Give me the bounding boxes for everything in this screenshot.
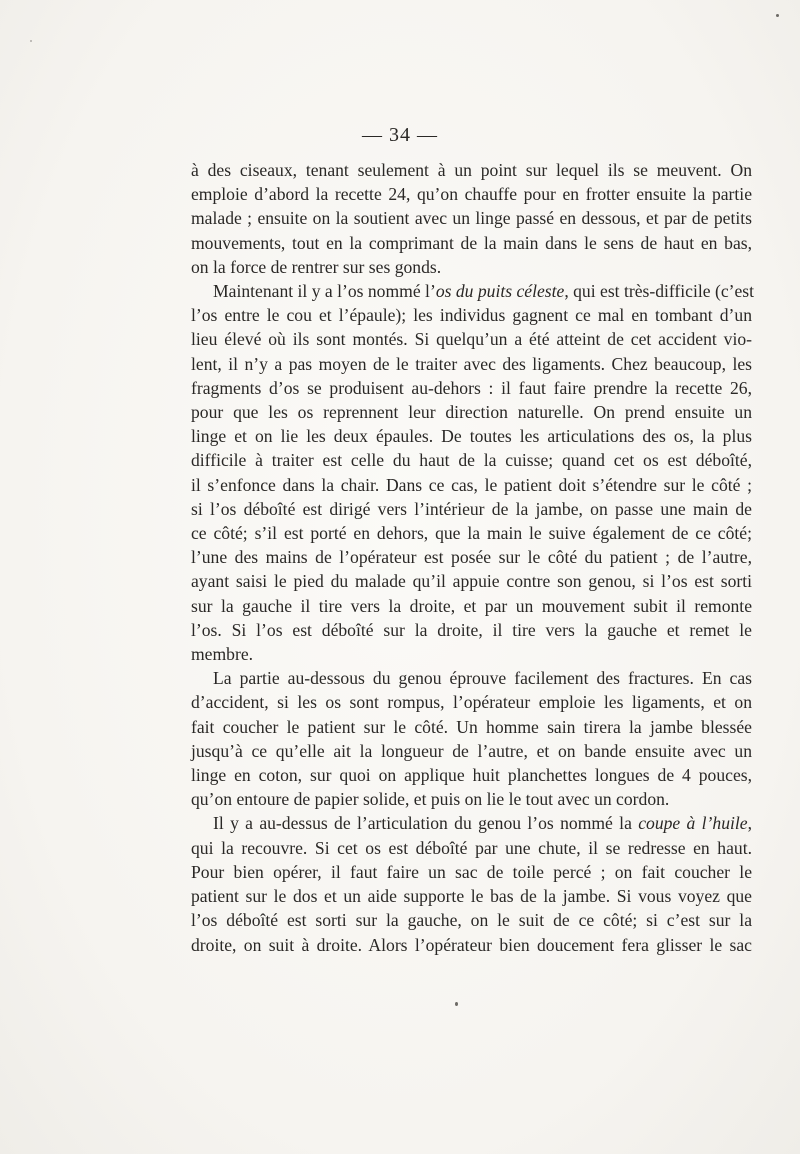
paragraph-3 (191, 666, 752, 811)
text-line: ce côté; s’il est porté en dehors, que la main le suive également de ce côté; (191, 523, 752, 544)
text-line: mouvements, tout en la comprimant de la main dans le sens de haut en bas, (191, 232, 752, 253)
text-line: droite, on suit à droite. Alors l’opérateur bien doucement fera glisser le sac (191, 934, 752, 955)
text-line: difficile à traiter est celle du haut de la cuisse; quand cet os est déboîté, (191, 450, 752, 471)
text-line: linge et on lie les deux épaules. De toutes les articulations des os, la plus (191, 426, 752, 447)
text-line: emploie d’abord la recette 24, qu’on chauffe pour en frotter ensuite la partie (191, 184, 752, 205)
paragraph-1 (191, 158, 752, 279)
text-line: l’os déboîté est sorti sur la gauche, on le suit de ce côté; si c’est sur la (191, 910, 752, 931)
text-line: si l’os déboîté est dirigé vers l’intérieur de la jambe, on passe une main de (191, 498, 752, 519)
text-line: Pour bien opérer, il faut faire un sac de toile percé ; on fait coucher le (191, 861, 752, 882)
text-line: l’os entre le cou et l’épaule); les individus gagnent ce mal en tombant d’un (191, 305, 752, 326)
scan-speck (776, 14, 779, 17)
page-number: — 34 — (362, 124, 438, 146)
text-line: fait coucher le patient sur le côté. Un homme sain tirera la jambe blessée (191, 716, 752, 737)
body-text (191, 158, 755, 957)
text-line: membre. (191, 644, 254, 665)
scan-speck (455, 1002, 458, 1006)
text-line: fragments d’os se produisent au-dehors : il faut faire prendre la recette 26, (191, 377, 752, 398)
text-line: La partie au-dessous du genou éprouve facilement des fractures. En cas (213, 668, 752, 689)
paragraph-2 (191, 279, 755, 666)
text-line: lent, il n’y a pas moyen de le traiter avec des ligaments. Chez beaucoup, les (191, 353, 752, 374)
text-line: jusqu’à ce qu’elle ait la longueur de l’autre, et on bande ensuite avec un (191, 740, 752, 761)
text-line: l’une des mains de l’opérateur est posée sur le côté du patient ; de l’autre, (191, 547, 752, 568)
text-line: malade ; ensuite on la soutient avec un linge passé en dessous, et par de petits (191, 208, 752, 229)
text-line: qu’on entoure de papier solide, et puis on lie le tout avec un cordon. (191, 789, 670, 810)
text-line: Maintenant il y a l’os nommé l’os du puits céleste, qui est très-difficile (c’est (213, 281, 755, 302)
text-line: sur la gauche il tire vers la droite, et par un mouvement subit il remonte (191, 595, 752, 616)
text-line: linge en coton, sur quoi on applique huit planchettes longues de 4 pouces, (191, 765, 752, 786)
text-line: d’accident, si les os sont rompus, l’opérateur emploie les ligaments, et on (191, 692, 752, 713)
italic-term: os du puits céleste (435, 281, 565, 302)
text-line: à des ciseaux, tenant seulement à un point sur lequel ils se meuvent. On (191, 160, 752, 180)
text-line: qui la recouvre. Si cet os est déboîté par une chute, il se redresse en haut. (191, 837, 752, 858)
italic-term: coupe à l’huile (638, 813, 748, 834)
text-line: patient sur le dos et un aide supporte le bas de la jambe. Si vous voyez que (191, 886, 752, 907)
text-line: lieu élevé où ils sont montés. Si quelqu’un a été atteint de cet accident vio- (191, 329, 752, 350)
text-line: pour que les os reprennent leur direction naturelle. On prend ensuite un (191, 402, 752, 423)
text-line: Il y a au-dessus de l’articulation du genou l’os nommé la coupe à l’huile, (213, 813, 752, 834)
text-line: il s’enfonce dans la chair. Dans ce cas, le patient doit s’étendre sur le côté ; (191, 474, 752, 495)
text-line: on la force de rentrer sur ses gonds. (191, 256, 442, 277)
paragraph-4 (191, 811, 752, 956)
text-line: ayant saisi le pied du malade qu’il appuie contre son genou, si l’os est sorti (191, 571, 752, 592)
text-line: l’os. Si l’os est déboîté sur la droite, il tire vers la gauche et remet le (191, 619, 752, 640)
scan-speck (30, 40, 32, 42)
